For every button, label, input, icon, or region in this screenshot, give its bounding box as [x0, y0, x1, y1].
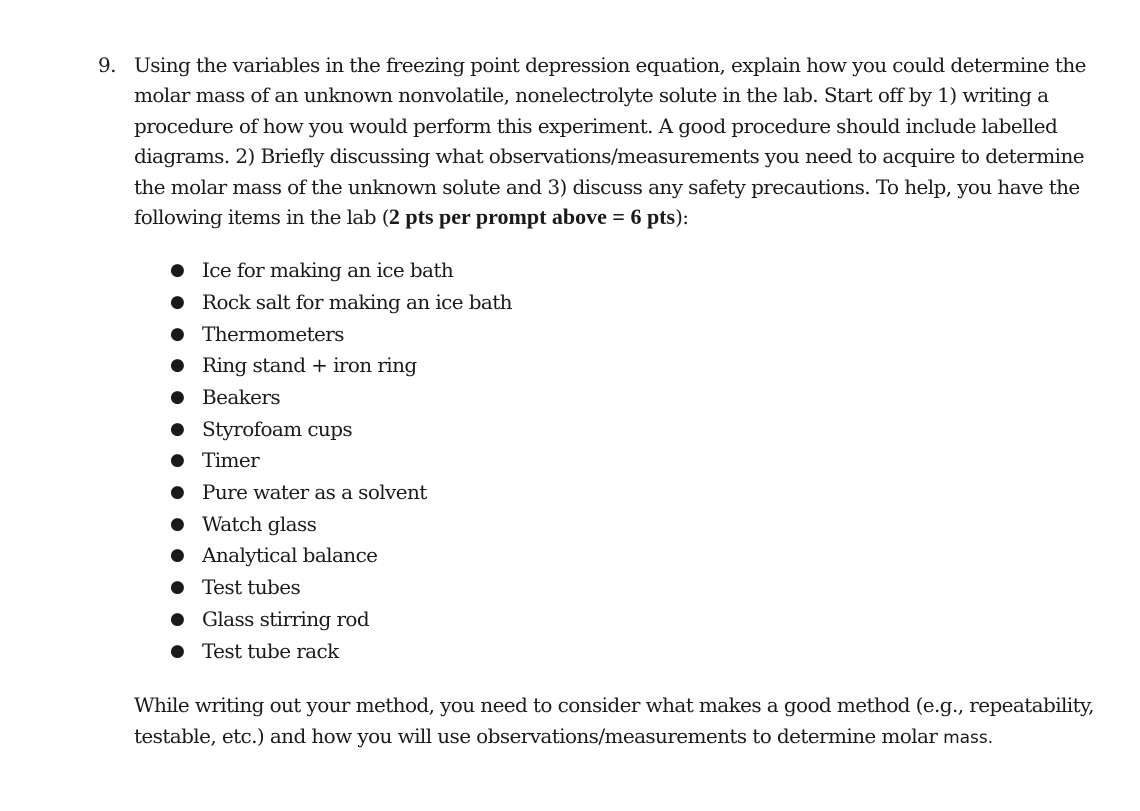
lab-item-label: Rock salt for making an ice bath [202, 289, 512, 314]
lab-item [134, 445, 1094, 477]
bullet-icon: ● [170, 640, 185, 661]
question-prompt [134, 50, 1094, 232]
bullet-icon: ● [170, 387, 185, 408]
question-9 [98, 50, 1098, 753]
lab-item [134, 540, 1094, 572]
bullet-icon: ● [170, 355, 185, 376]
lab-item [134, 286, 1094, 318]
lab-item [134, 318, 1094, 350]
lab-item [134, 350, 1094, 382]
bullet-icon: ● [170, 323, 185, 344]
lab-item-label: Test tubes [202, 575, 301, 600]
lab-item-label: Test tube rack [202, 638, 339, 663]
bullet-icon: ● [170, 418, 185, 439]
closing-text: While writing out your method, you need to consider what makes a good method (e.g., repeatability, testable, etc.) and how you will use observations/measurements to determine molar [134, 693, 1094, 748]
lab-items-list [134, 254, 1094, 666]
bullet-icon: ● [170, 450, 185, 471]
question-number: 9. [98, 53, 116, 77]
lab-item-label: Glass stirring rod [202, 606, 370, 631]
closing-last-word: mass. [943, 727, 994, 748]
bullet-icon: ● [170, 260, 185, 281]
closing-paragraph [134, 690, 1094, 753]
lab-item [134, 254, 1094, 286]
lab-item-label: Timer [202, 448, 260, 473]
lab-item [134, 413, 1094, 445]
lab-item [134, 603, 1094, 635]
lab-item-label: Pure water as a solvent [202, 480, 427, 505]
bullet-icon: ● [170, 291, 185, 312]
lab-item-label: Analytical balance [202, 543, 378, 568]
lab-item [134, 508, 1094, 540]
lab-item-label: Thermometers [202, 321, 344, 346]
bullet-icon: ● [170, 513, 185, 534]
question-prompt-text: Using the variables in the freezing point depression equation, explain how you could determine the molar mass of an unknown nonvolatile, nonelectrolyte solute in the lab. Start off by 1) writing a procedure of how you would perform this experiment. A good procedure should include labelled diagrams. 2) Briefly discussing what observations/measurements you need to acquire to determine the molar mass of the unknown solute and 3) discuss any safety precautions. To help, you have the following items in the lab ( [134, 53, 1086, 230]
bullet-icon: ● [170, 545, 185, 566]
lab-item [134, 381, 1094, 413]
bullet-icon: ● [170, 577, 185, 598]
question-body [134, 50, 1094, 753]
bullet-icon: ● [170, 482, 185, 503]
lab-item [134, 635, 1094, 667]
bullet-icon: ● [170, 608, 185, 629]
lab-item-label: Ice for making an ice bath [202, 258, 454, 283]
lab-item-label: Beakers [202, 385, 281, 410]
points-label: 2 pts per prompt above = 6 pts [388, 204, 676, 230]
question-prompt-end: ): [675, 205, 689, 230]
lab-item-label: Styrofoam cups [202, 416, 353, 441]
lab-item-label: Watch glass [202, 511, 317, 536]
lab-item [134, 571, 1094, 603]
lab-item-label: Ring stand + iron ring [202, 353, 417, 378]
lab-item [134, 476, 1094, 508]
question-row [98, 50, 1098, 753]
